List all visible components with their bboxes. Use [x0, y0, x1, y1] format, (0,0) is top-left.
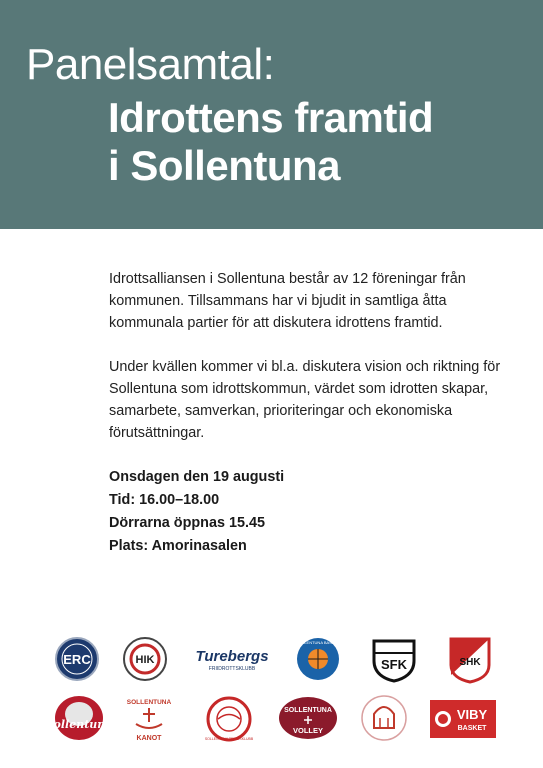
sollentuna-volley-logo [278, 696, 338, 740]
event-time: Tid: 16.00–18.00 [109, 492, 220, 508]
shk-logo [448, 635, 492, 683]
sollentuna-hockey-logo [45, 692, 113, 744]
erc-logo [54, 636, 100, 682]
body-text [109, 268, 519, 466]
sfk-logo-text: SFK [381, 657, 407, 672]
event-date: Onsdagen den 19 augusti [109, 469, 285, 485]
turebergs-logo [188, 644, 276, 674]
sollentuna-crest-logo [360, 694, 408, 744]
viby-logo-sub: BASKET [457, 725, 487, 732]
sollentuna-hockey-text: Sollentuna [45, 718, 113, 731]
topics-paragraph: Under kvällen kommer vi bl.a. diskutera vision och riktning för Sollentuna som idrottskommun, värdet som idrotten skapar, samarbete, samverkan, prioriteringar och ekonomiska förutsättningar. [109, 359, 501, 441]
intro-paragraph: Idrottsalliansen i Sollentuna består av 12 föreningar från kommunen. Tillsammans har vi bjudit in samtliga åtta kommunala partier för att diskutera idrottens framtid. [109, 271, 466, 331]
viby-basket-logo [430, 700, 496, 738]
club-logos [0, 630, 543, 750]
sollentuna-kanot-logo [126, 694, 172, 744]
hik-logo-text: HIK [135, 654, 155, 666]
event-place: Plats: Amorinasalen [109, 538, 247, 554]
turebergs-logo-text: Turebergs [195, 648, 269, 665]
sollentuna-kanot-top: SOLLENTUNA [126, 699, 172, 706]
sollentuna-basket-logo [295, 636, 341, 682]
sollentuna-volley-top: SOLLENTUNA [284, 707, 332, 714]
header-banner [0, 0, 543, 229]
hik-logo [122, 636, 168, 682]
shk-logo-text: SHK [459, 657, 481, 668]
erc-logo-text: ERC [63, 652, 91, 667]
sollentuna-kanot-bottom: KANOT [136, 735, 162, 742]
page-title-line1: Idrottens framtid [108, 94, 434, 141]
viby-logo-text: VIBY [456, 707, 488, 722]
sfk-logo [370, 635, 418, 683]
sollentuna-tennis-logo [206, 696, 252, 742]
sollentuna-volley-bottom: VOLLEY [292, 726, 324, 735]
sollentuna-tennis-text: SOLLENTUNA TENNISKLUBB [204, 737, 254, 741]
sollentuna-basket-text: SOLLENTUNA BASKET [296, 640, 340, 645]
page-title [108, 94, 433, 190]
page-title-line2: i Sollentuna [108, 142, 341, 189]
turebergs-logo-sub: FRIIDROTTSKLUBB [208, 666, 256, 672]
event-details [109, 466, 284, 558]
title-prefix: Panelsamtal: [26, 40, 275, 89]
event-doors: Dörrarna öppnas 15.45 [109, 515, 265, 531]
